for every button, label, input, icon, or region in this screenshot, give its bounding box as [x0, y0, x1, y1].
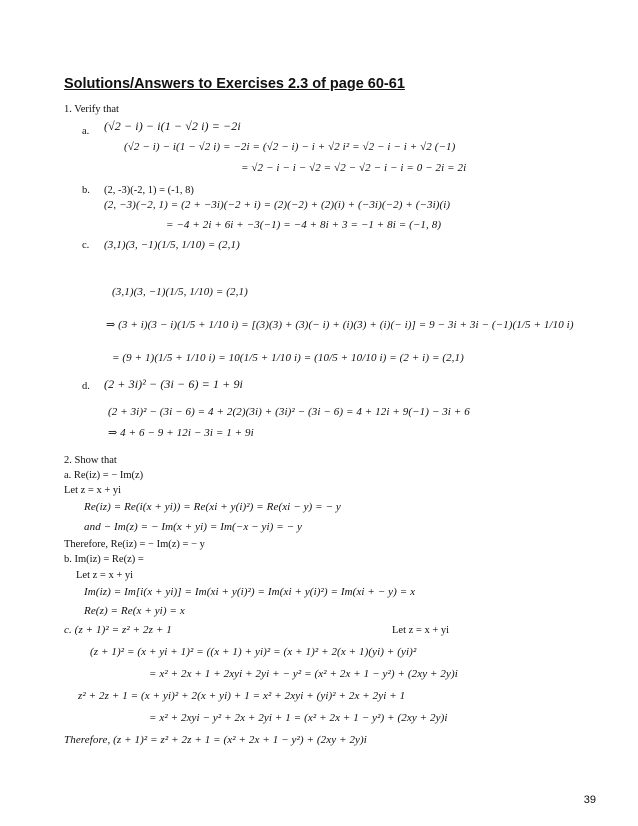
q2-b-statement: b. Im(iz) = Re(z) =	[64, 554, 144, 565]
q1-c-statement: (3,1)(3, −1)(1/5, 1/10) = (2,1)	[104, 239, 240, 251]
q2-a-line-1: Re(iz) = Re(i(x + yi)) = Re(xi + y(i)²) = Re(xi − y) = − y	[84, 501, 341, 513]
q2-c-line-2: = x² + 2x + 1 + 2xyi + 2yi + − y² = (x² + 2x + 1 − y²) + (2xy + 2y)i	[149, 668, 458, 680]
q1-d-statement: (2 + 3i)² − (3i − 6) = 1 + 9i	[104, 377, 243, 391]
q1-d-marker: d.	[82, 381, 90, 392]
q1-a-line-1: (√2 − i) − i(1 − √2 i) = −2i = (√2 − i) − i + √2 i² = √2 − i − i + √2 (−1)	[124, 141, 456, 153]
q1-a-statement: (√2 − i) − i(1 − √2 i) = −2i	[104, 119, 241, 133]
q2-a-line-3: Therefore, Re(iz) = − Im(z) = − y	[64, 539, 205, 550]
q2-c-line-1: (z + 1)² = (x + yi + 1)² = ((x + 1) + yi)² = (x + 1)² + 2(x + 1)(yi) + (yi)²	[90, 646, 417, 658]
q1-c-line-1: (3,1)(3, −1)(1/5, 1/10) = (2,1)	[112, 286, 248, 298]
q2-c-line-4: = x² + 2xyi − y² + 2x + 2yi + 1 = (x² + 2x + 1 − y²) + (2xy + 2y)i	[149, 712, 448, 724]
page-title: Solutions/Answers to Exercises 2.3 of page 60-61	[64, 76, 405, 92]
q2-a-statement: a. Re(iz) = − Im(z)	[64, 470, 144, 481]
q1-b-line-2: = −4 + 2i + 6i + −3(−1) = −4 + 8i + 3 = −1 + 8i = (−1, 8)	[166, 219, 442, 231]
q1-c-line-2: ⇒ (3 + i)(3 − i)(1/5 + 1/10 i) = [(3)(3) + (3)(− i) + (i)(3) + (i)(− i)] = 9 − 3i + 3i − (−1)(1/5 + 1/10 i)	[106, 319, 574, 331]
q2-label: 2. Show that	[64, 455, 117, 466]
q1-label: 1. Verify that	[64, 104, 119, 115]
q2-b-line-1: Im(iz) = Im[i(x + yi)] = Im(xi + y(i)²) = Im(xi + y(i)²) = Im(xi + − y) = x	[84, 586, 416, 598]
q2-c-statement: c. (z + 1)² = z² + 2z + 1	[64, 624, 172, 636]
q1-c-line-3: = (9 + 1)(1/5 + 1/10 i) = 10(1/5 + 1/10 i) = (10/5 + 10/10 i) = (2 + i) = (2,1)	[112, 352, 464, 364]
q1-d-line-1: (2 + 3i)² − (3i − 6) = 4 + 2(2)(3i) + (3i)² − (3i − 6) = 4 + 12i + 9(−1) − 3i + 6	[108, 406, 470, 418]
q2-c-line-5: Therefore, (z + 1)² = z² + 2z + 1 = (x² + 2x + 1 − y²) + (2xy + 2y)i	[64, 734, 367, 746]
q1-b-statement: (2, -3)(-2, 1) = (-1, 8)	[104, 185, 194, 196]
q1-b-line-1: (2, −3)(−2, 1) = (2 + −3i)(−2 + i) = (2)(−2) + (2)(i) + (−3i)(−2) + (−3i)(i)	[104, 199, 451, 211]
q1-b-marker: b.	[82, 185, 90, 196]
q2-a-let: Let z = x + yi	[64, 485, 122, 496]
q1-d-line-2: ⇒ 4 + 6 − 9 + 12i − 3i = 1 + 9i	[108, 427, 254, 439]
q2-c-let: Let z = x + yi	[392, 625, 450, 636]
q2-b-line-2: Re(z) = Re(x + yi) = x	[84, 605, 185, 617]
q1-c-marker: c.	[82, 240, 90, 251]
q2-b-let: Let z = x + yi	[76, 570, 134, 581]
page-number: 39	[583, 794, 596, 806]
q1-a-marker: a.	[82, 126, 90, 137]
q1-a-line-2: = √2 − i − i − √2 = √2 − √2 − i − i = 0 − 2i = 2i	[241, 162, 467, 174]
q2-a-line-2: and − Im(z) = − Im(x + yi) = Im(−x − yi) = − y	[84, 521, 303, 533]
q2-c-line-3: z² + 2z + 1 = (x + yi)² + 2(x + yi) + 1 = x² + 2xyi + (yi)² + 2x + 2yi + 1	[78, 690, 406, 702]
